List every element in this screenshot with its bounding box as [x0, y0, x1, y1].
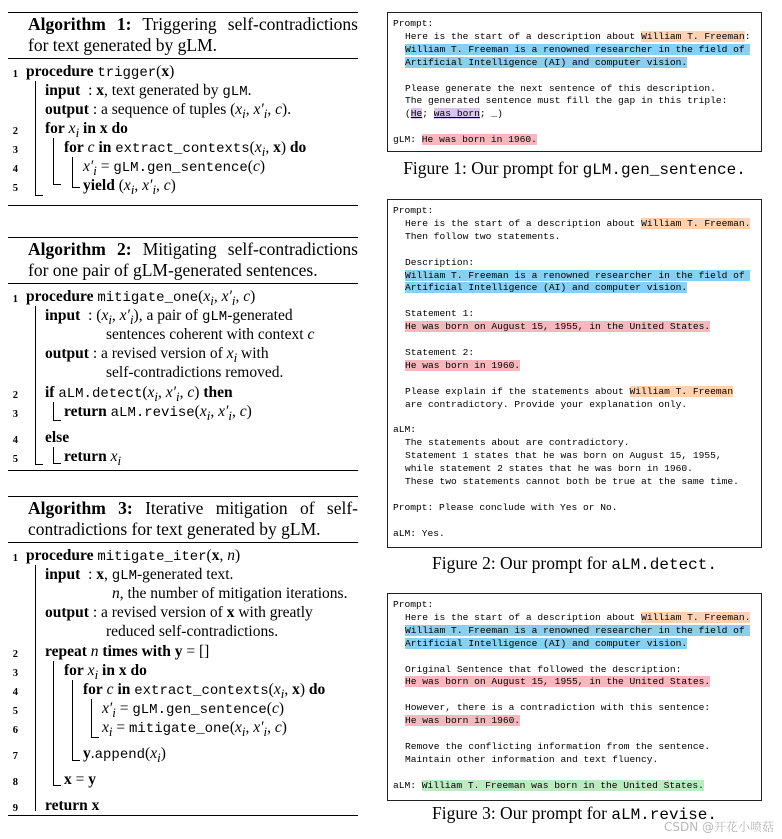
original-sentence: He was born on August 15, 1955, in the United States.: [405, 676, 711, 688]
algorithm-label: Algorithm 3:: [28, 498, 133, 518]
algo-line: 2 if $aLM.detect(x_i$, $x'_i$, c) then: [12, 384, 233, 405]
bottom-rule: [8, 205, 358, 206]
however-line: However, there is a contradiction with this sentence:: [405, 702, 711, 714]
algo-line: 4 for c in $extract\_contexts(x_i$, x) do: [12, 681, 326, 702]
alm-final: aLM: Yes.: [393, 527, 445, 539]
figure-3-caption: Figure 3: Our prompt for aLM.revise.: [432, 803, 717, 824]
prompt-label: Prompt:: [393, 18, 434, 29]
algo-line: input : ($x_i$, $x'_i$), a pair of gLM-generated: [45, 307, 293, 328]
algo-line: 6 $x_i$ = $mitigate\_one(x_i$, $x'_i$, c): [12, 719, 287, 740]
prompt-label: Prompt:: [393, 205, 434, 216]
algo-line: input : x, text generated by gLM.: [45, 82, 252, 100]
original-label: Original Sentence that followed the description:: [405, 663, 682, 675]
algorithm-caption: Mitigating self-contradictions for one pair of gLM-generated sentences.: [28, 239, 358, 280]
algo-line: sentences coherent with context c: [106, 326, 315, 343]
statement-2: He was born in 1960.: [405, 359, 521, 371]
glm-response: gLM: He was born in 1960.: [393, 134, 537, 146]
alm-response: aLM: William T. Freeman was born in the United States.: [393, 779, 704, 791]
figure-2-prompt-box: [387, 199, 762, 548]
algorithm-title: [8, 497, 358, 542]
algorithm-caption: Iterative mitigation of self-contradictions for text generated by gLM.: [28, 498, 359, 539]
algo-line: 8 x = y: [12, 771, 96, 788]
algorithm-label: Algorithm 2:: [28, 239, 132, 259]
description: William T. Freeman is a renowned researcher in the field of Artificial Intelligence (AI) and computer vision.: [405, 43, 751, 68]
algorithm-title: [8, 238, 358, 283]
statement-1: He was born on August 15, 1955, in the United States.: [405, 321, 711, 333]
triple: (He; was born; _): [405, 108, 503, 120]
entity-highlight: William T. Freeman: [641, 30, 745, 42]
bottom-rule: [8, 815, 358, 816]
algorithm-caption: Triggering self-contradictions for text generated by gLM.: [28, 14, 358, 55]
statement-2-label: Statement 2:: [405, 346, 475, 358]
algo-line: 1 procedure $mitigate\_one(x_i$, $x'_i$, c): [12, 288, 256, 309]
algo-line: input : x, gLM-generated text.: [45, 566, 234, 584]
algo-line: 5 yield ($x_i$, $x'_i$, c): [12, 177, 176, 198]
algo-line: output : a revised version of x with greatly: [45, 604, 313, 621]
algo-line: 3 return $aLM.revise(x_i$, $x'_i$, c): [12, 403, 252, 424]
intro-line: Here is the start of a description about William T. Freeman.: [405, 217, 751, 229]
figure-2-caption: Figure 2: Our prompt for aLM.detect.: [432, 553, 717, 574]
intro-line: Here is the start of a description about William T. Freeman.: [405, 611, 751, 623]
intro-line: Here is the start of a description about William T. Freeman:: [405, 30, 751, 42]
entity-highlight: William T. Freeman.: [641, 217, 751, 229]
algo-line: 5 return $x_i$: [12, 448, 122, 469]
statement-1-label: Statement 1:: [405, 308, 475, 320]
bottom-rule: [8, 470, 358, 471]
gap-text: The generated sentence must fill the gap in this triple:: [405, 95, 728, 107]
description: William T. Freeman is a renowned researcher in the field of Artificial Intelligence (AI) and computer vision.: [405, 269, 751, 294]
algo-line: 2 repeat n times with y = []: [12, 643, 210, 660]
algorithm-label: Algorithm 1:: [28, 14, 132, 34]
algorithm-1: [8, 12, 358, 206]
figure-3-prompt-box: [387, 593, 762, 801]
contradiction-sentence: He was born in 1960.: [405, 715, 521, 727]
algo-line: 7 $y.append(x_i)$: [12, 745, 166, 766]
algo-line: 5 $x'_i$ = gLM.gen_sentence(c): [12, 700, 285, 721]
figure-1-caption: Figure 1: Our prompt for gLM.gen_sentence.: [403, 158, 746, 179]
algo-line: reduced self-contradictions.: [106, 623, 279, 640]
algo-line: output : a sequence of tuples ($x_i$, $x'_i$, c).: [45, 101, 292, 122]
follow-line: Then follow two statements.: [405, 230, 561, 242]
algorithm-body: [8, 59, 358, 205]
algorithm-title: [8, 13, 358, 58]
algo-line: 1 procedure mitigate_iter(x, n): [12, 547, 241, 565]
algo-line: 2 for $x_i$ in x do: [12, 120, 128, 141]
description: William T. Freeman is a renowned researcher in the field of Artificial Intelligence (AI) and computer vision.: [405, 624, 751, 649]
explain-line: Please explain if the statements about William T. Freeman are contradictory. Provide your explanation only.: [405, 385, 734, 410]
description-label: Description:: [405, 256, 475, 268]
algo-line: 9 return x: [12, 797, 100, 814]
prompt-label: Prompt:: [393, 599, 434, 610]
alm-response: The statements about are contradictory. Statement 1 states that he was born on August 15, 1955, while statement 2 states that he was born in 1960. These two statements cannot both be true at the same time.: [405, 437, 739, 487]
algo-line: 3 for $x_i$ in x do: [12, 662, 147, 683]
alm-label: aLM:: [393, 424, 417, 436]
algorithm-body: [8, 284, 358, 470]
followup-prompt: Prompt: Please conclude with Yes or No.: [393, 501, 618, 513]
instruction: Please generate the next sentence of this description.: [405, 82, 716, 94]
algo-line: 4 else: [12, 429, 70, 446]
algo-line: 1 procedure trigger(x): [12, 63, 175, 81]
algorithm-2: [8, 237, 358, 471]
algo-line: self-contradictions removed.: [106, 364, 284, 381]
entity-highlight: William T. Freeman.: [641, 611, 751, 623]
algorithm-3: [8, 496, 358, 816]
figure-1-prompt-box: [387, 12, 762, 152]
algo-line: 4 $x'_i$ = gLM.gen_sentence(c): [12, 158, 266, 179]
algo-line: 3 for c in $extract\_contexts(x_i$, x) do: [12, 139, 307, 160]
algo-line: output : a revised version of $x_i$ with: [45, 345, 269, 366]
algorithm-body: [8, 543, 358, 815]
watermark: CSDN @开花小喷菇: [663, 820, 774, 834]
remove-instruction: Remove the conflicting information from the sentence. Maintain other information and text fluency.: [405, 740, 711, 765]
algo-line: n, the number of mitigation iterations.: [112, 585, 348, 602]
